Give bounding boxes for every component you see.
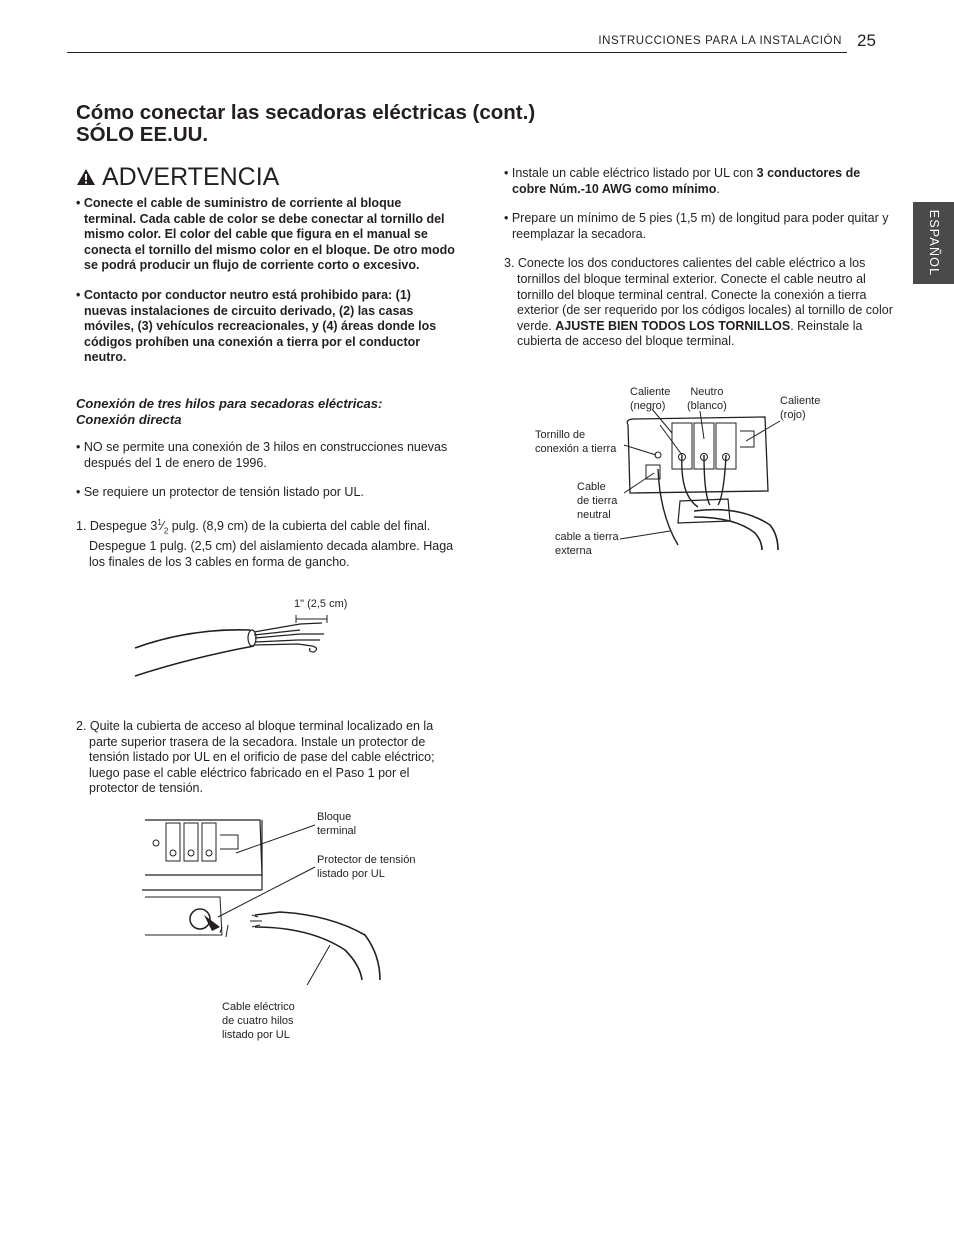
fig2-label-terminal-block-line2: terminal [317,825,357,837]
step-3-text-c: . Reinstale la cubierta de acceso del bloque terminal. [517,318,863,349]
page-title-line2: SÓLO EE.UU. [76,123,209,146]
fig3-label-hot-black-line2: (negro) [630,400,666,412]
fig2-label-power-cord-line2: de cuatro hilos [222,1015,294,1027]
fig3-label-hot-red-line1: Caliente [780,395,821,407]
step-1-text-a: 1. Despegue 3 [76,518,158,533]
fig3-label-external-ground-line1: cable a tierra [555,531,619,543]
stripped-cable-illustration [130,608,350,680]
page-title-line1: Cómo conectar las secadoras eléctricas (cont.) [76,101,536,124]
fig3-label-neutral-ground-wire-line1: Cable [577,481,606,493]
fig3-label-ground-screw [535,428,616,456]
subheading [76,396,456,427]
right-bullet-1-text-bold: 3 conductores de cobre Núm.-10 AWG como mínimo [512,166,861,196]
subheading-line1: Conexión de tres hilos para secadoras eléctricas: [76,396,383,411]
fig3-label-neutral-white-line2: (blanco) [687,400,727,412]
fig2-label-power-cord-line1: Cable eléctrico [222,1001,295,1013]
page-number: 25 [857,31,876,50]
right-bullet-1-text-a: • Instale un cable eléctrico listado por UL con [504,166,757,180]
language-tab [913,202,954,284]
fig2-label-strain-relief-line1: Protector de tensión [317,854,416,866]
fig3-label-neutral-ground-wire-line3: neutral [577,509,611,521]
fig3-label-ground-screw-line2: conexión a tierra [535,443,617,455]
step-1-text-b: pulg. (8,9 cm) de la cubierta del cable del final. Despegue 1 pulg. (2,5 cm) del aislamiento decada alambre. Haga los finales de los 3 cables en forma de gancho. [89,518,454,569]
warning-heading [76,163,279,191]
right-column-body [504,166,894,350]
fig2-label-power-cord-line3: listado por UL [222,1029,290,1041]
warning-bullets [76,196,456,366]
fig3-label-external-ground [555,530,619,558]
warning-bullet-2: • Contacto por conductor neutro está prohibido para: (1) nuevas instalaciones de circuito derivado, (2) las casas móviles, (3) vehículos recreacionales, y (4) áreas donde los códigos prohíben una conexión a tierra por el conductor neutro. [76,287,437,365]
header-section-title: INSTRUCCIONES PARA LA INSTALACIÓN [598,35,842,47]
fig3-label-hot-black [630,385,670,413]
fig3-label-neutral-ground-wire-line2: de tierra [577,495,618,507]
fraction-numerator: 1 [157,517,162,527]
right-bullet-2: • Prepare un mínimo de 5 pies (1,5 m) de longitud para poder quitar y reemplazar la secadora. [504,211,889,241]
fig2-label-strain-relief-line2: listado por UL [317,868,385,880]
fig3-label-hot-red-line2: (rojo) [780,409,806,421]
step-3-text-a: 3. Conecte los dos conductores calientes del cable eléctrico a los tornillos del bloque terminal exterior. Conecte el cable neutro al tornillo del bloque terminal central. Conecte la conexión a tierra exterior (de ser requerido por los códigos locales) al tornillo de color verde. [504,256,893,333]
fig3-label-neutral-white-line1: Neutro [690,386,724,398]
fig3-label-external-ground-line2: externa [555,545,592,557]
step-2-block [76,719,456,797]
fig3-label-ground-screw-line1: Tornillo de [535,429,586,441]
step-2: 2. Quite la cubierta de acceso al bloque terminal localizado en la parte superior trasera de la secadora. Instale un protector de tensión listado por UL en el orificio de pase del cable eléctrico; luego pase el cable eléctrico fabricado en el Paso 1 por el protector de tensión. [76,719,435,796]
fig2-label-power-cord [222,1000,295,1042]
fig3-label-neutral-ground-wire [577,480,617,522]
step-1: 1. Despegue $3^1⁄_2$ pulg. (8,9 cm) de la cubierta del cable del final. Despegue 1 pulg. (2,5 cm) del aislamiento decada alambre. Haga los finales de los 3 cables en forma de gancho. [76,517,454,569]
warning-heading-text: ADVERTENCIA [102,163,280,191]
three-wire-connection-illustration [620,405,790,555]
language-tab-label: ESPAÑOL [926,209,941,277]
terminal-block-strain-relief-illustration [140,815,390,985]
right-bullet-1 [504,166,894,197]
right-bullet-1-text-c: . [716,181,720,196]
subheading-line2: Conexión directa [76,411,182,427]
fig1-measure-label: 1" (2,5 cm) [294,598,348,610]
fig2-label-terminal-block [317,810,356,838]
fig2-label-terminal-block-line1: Bloque [317,811,352,823]
warning-triangle-icon [76,168,96,186]
fig3-label-hot-black-line1: Caliente [630,386,671,398]
left-column-body [76,440,466,570]
warning-bullet-1: • Conecte el cable de suministro de corriente al bloque terminal. Cada cable de color se debe conectar al tornillo del mismo color. El color del cable que figura en el manual se conecta el tornillo del mismo color en el bloque. De otro modo se podrá producir un flujo de corriente corto o excesivo. [76,196,455,273]
page-title [76,102,535,146]
left-bullet-1: • NO se permite una conexión de 3 hilos en construcciones nuevas después del 1 de enero de 1996. [76,440,448,470]
step-3 [504,256,894,350]
fraction-denominator: 2 [163,526,169,536]
left-bullet-2: • Se requiere un protector de tensión listado por UL. [76,485,364,500]
header-divider [67,52,847,53]
fig3-label-hot-red [780,394,820,422]
step-3-text-bold: AJUSTE BIEN TODOS LOS TORNILLOS [555,318,791,333]
fig3-label-neutral-white [687,385,727,413]
fig2-label-strain-relief [317,853,415,881]
